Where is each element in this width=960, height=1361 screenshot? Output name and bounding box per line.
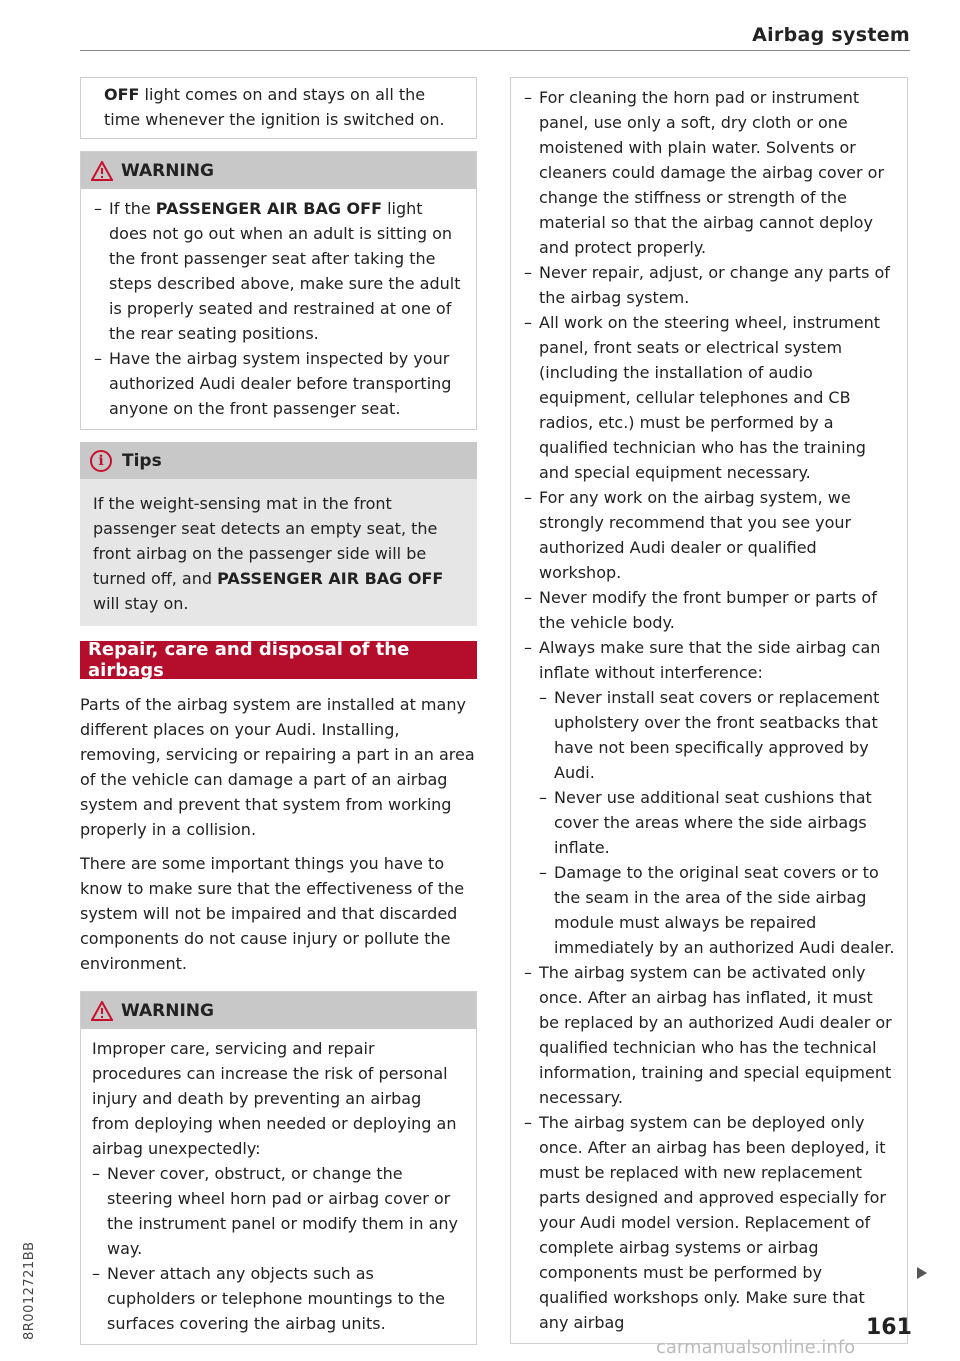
tips-body xyxy=(80,479,477,626)
item-text: light does not go out when an adult is sitting on the front passenger seat after taking the steps described above, make sure the adult is properly seated and restrained at one of the rear seating positions. xyxy=(109,199,461,343)
continue-arrow-icon xyxy=(917,1267,927,1279)
document-id: 8R0012721BB xyxy=(22,1241,37,1340)
tips-heading xyxy=(80,442,477,479)
tips-title: Tips xyxy=(122,450,162,471)
list-item: – Never repair, adjust, or change any parts of the airbag system. xyxy=(524,260,895,310)
intro-text: light comes on and stays on all the time whenever the ignition is switched on. xyxy=(104,85,445,129)
list-item: – Never modify the front bumper or parts of the vehicle body. xyxy=(524,585,895,635)
list-item: – The airbag system can be deployed only once. After an airbag has been deployed, it must be replaced with new replacement parts designed and approved especially for your Audi model version. Replacement of complete airbag systems or airbag components must be performed by qualified workshops only. Make sure that any airbag xyxy=(524,1110,895,1335)
tips-text: If the weight-sensing mat in the front passenger seat detects an empty seat, the front airbag on the passenger side will be turned off, and xyxy=(93,494,438,588)
intro-box xyxy=(80,77,477,139)
list-item xyxy=(524,635,895,960)
tips-box xyxy=(80,442,477,626)
watermark: carmanualsonline.info xyxy=(656,1337,856,1358)
paragraph: Parts of the airbag system are installed at many different places on your Audi. Installing, removing, servicing or repairing a part in an area of the vehicle can damage a part of an airbag system and prevent that system from working properly in a collision. xyxy=(80,695,475,839)
tips-bold: PASSENGER AIR BAG OFF xyxy=(217,569,444,588)
item-text: Always make sure that the side airbag can inflate without interference: xyxy=(539,638,881,682)
sub-list-item: – Damage to the original seat covers or to the seam in the area of the side airbag module must always be repaired immediately by an authorized Audi dealer. xyxy=(539,860,895,960)
list-item xyxy=(94,196,461,346)
list-item: – For cleaning the horn pad or instrument panel, use only a soft, dry cloth or one moistened with plain water. Solvents or cleaners could damage the airbag cover or change the stiffness or strength of the material so that the airbag cannot deploy and protect properly. xyxy=(524,85,895,260)
warning-triangle-icon xyxy=(91,1001,113,1021)
warning-title: WARNING xyxy=(121,160,214,181)
right-column-box xyxy=(510,77,908,1344)
warning-box-1 xyxy=(80,151,477,430)
list-item: – The airbag system can be activated only once. After an airbag has inflated, it must be replaced by an authorized Audi dealer or qualified technician who has the technical information, training and special equipment necessary. xyxy=(524,960,895,1110)
list-item: – Never cover, obstruct, or change the steering wheel horn pad or airbag cover or the instrument panel or modify them in any way. xyxy=(92,1161,461,1261)
warning-heading-2 xyxy=(81,992,476,1029)
left-column xyxy=(80,77,477,1345)
intro-bold: OFF xyxy=(104,85,140,104)
sub-list-item: – Never install seat covers or replacement upholstery over the front seatbacks that have not been specifically approved by Audi. xyxy=(539,685,895,785)
tips-text: will stay on. xyxy=(93,594,189,613)
item-bold: PASSENGER AIR BAG OFF xyxy=(155,199,382,218)
paragraph: There are some important things you have to know to make sure that the effectiveness of the system will not be impaired and that discarded components do not cause injury or pollute the environment. xyxy=(80,854,465,973)
section-title: Repair, care and disposal of the airbags xyxy=(80,641,477,679)
info-icon: i xyxy=(90,450,112,472)
warning-box-2 xyxy=(80,991,477,1345)
warning-triangle-icon xyxy=(91,161,113,181)
page-header-title: Airbag system xyxy=(752,24,910,46)
warning-intro: Improper care, servicing and repair procedures can increase the risk of personal injury and death by preventing an airbag from deploying when needed or deploying an airbag unexpectedly: xyxy=(92,1039,457,1158)
item-text: Have the airbag system inspected by your authorized Audi dealer before transporting anyone on the front passenger seat. xyxy=(109,349,452,418)
sub-list-item: – Never use additional seat cushions that cover the areas where the side airbags inflate. xyxy=(539,785,895,860)
page-number: 161 xyxy=(866,1315,912,1340)
list-item: – Never attach any objects such as cupholders or telephone mountings to the surfaces covering the airbag units. xyxy=(92,1261,461,1336)
list-item xyxy=(94,346,461,421)
item-text: If the xyxy=(109,199,156,218)
header-rule xyxy=(80,50,910,51)
warning-title: WARNING xyxy=(121,1000,214,1021)
warning-heading-1 xyxy=(81,152,476,189)
list-item: – For any work on the airbag system, we strongly recommend that you see your authorized Audi dealer or qualified workshop. xyxy=(524,485,895,585)
list-item: – All work on the steering wheel, instrument panel, front seats or electrical system (including the installation of audio equipment, cellular telephones and CB radios, etc.) must be performed by a qualified technician who has the training and special equipment necessary. xyxy=(524,310,895,485)
